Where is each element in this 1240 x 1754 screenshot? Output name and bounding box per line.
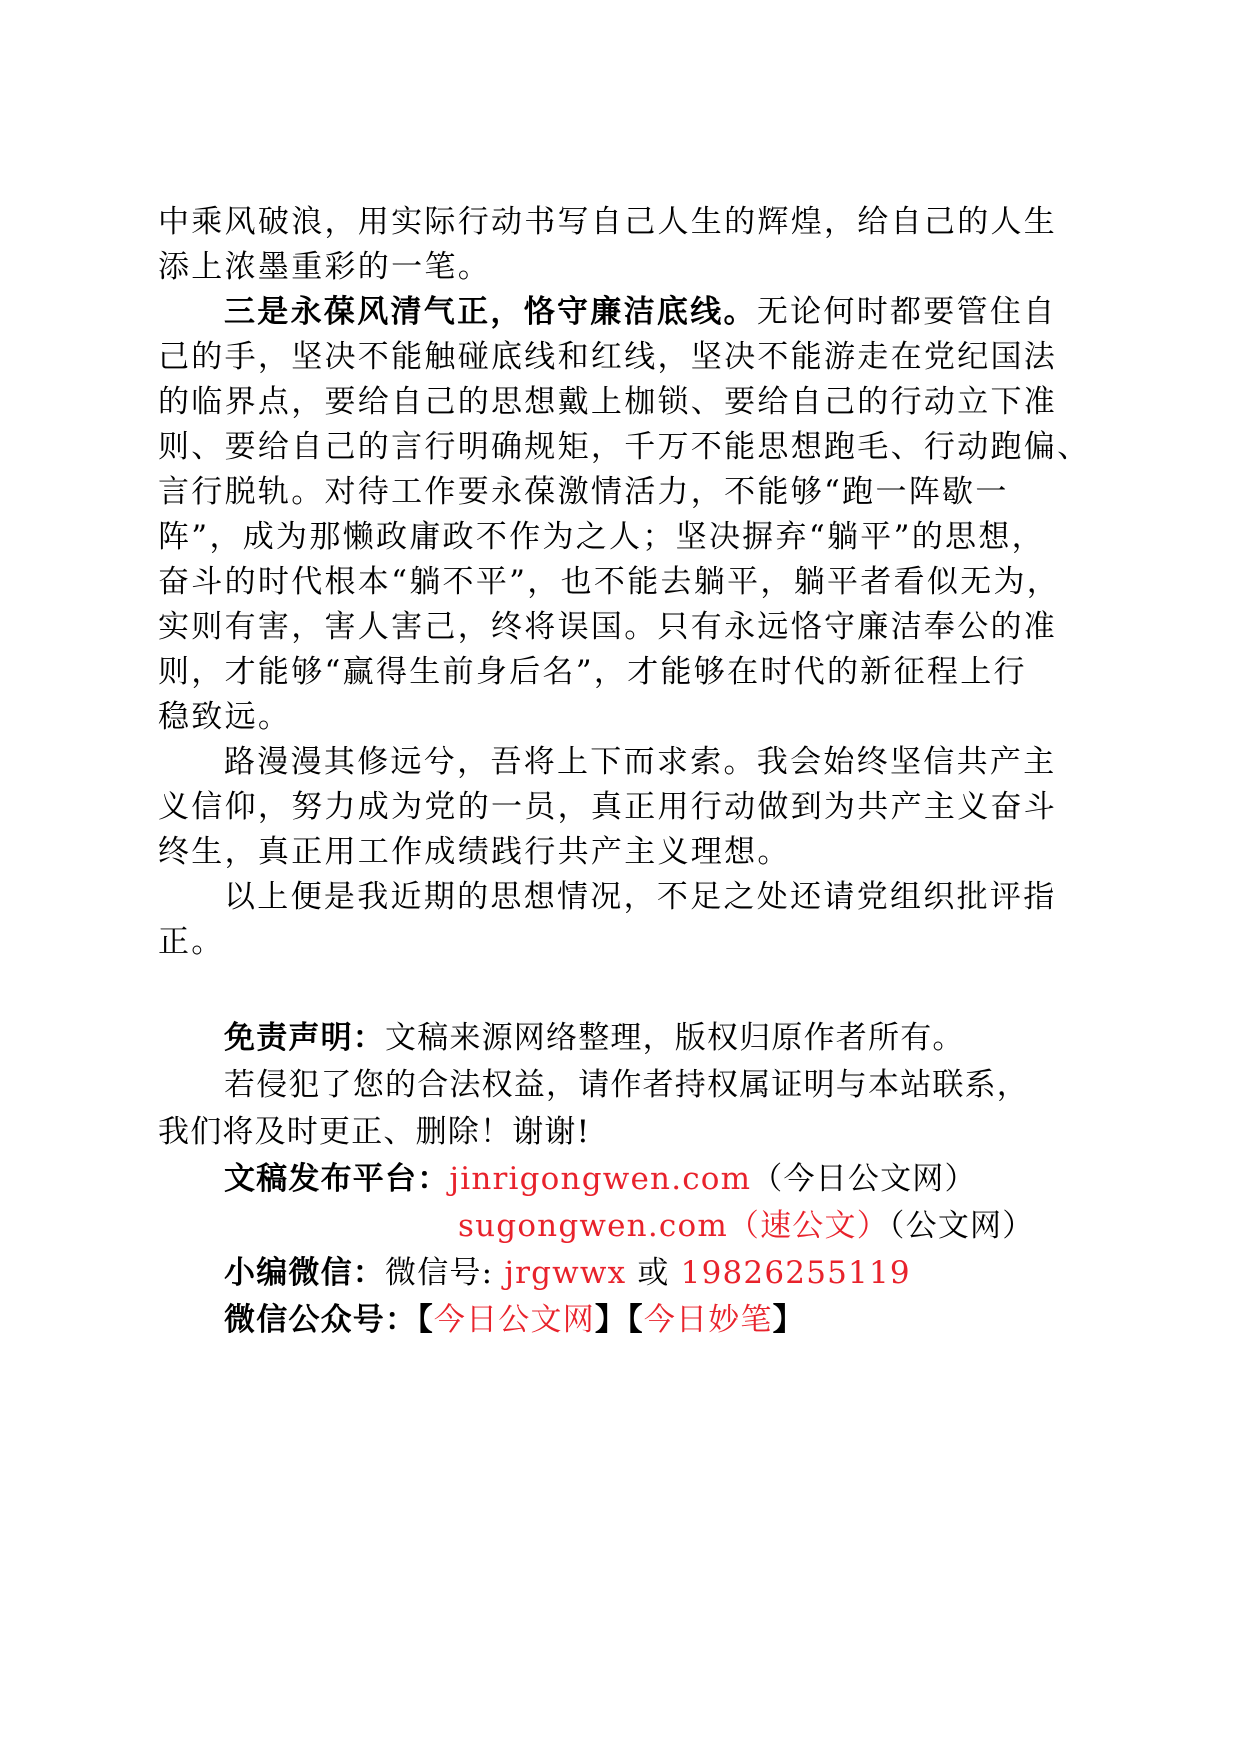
section3-line: 则，才能够“赢得生前身后名”，才能够在时代的新征程上行: [158, 654, 1027, 690]
para4-line: 终生，真正用工作成绩践行共产主义理想。: [158, 834, 791, 870]
section3-line: 奋斗的时代根本“躺不平”，也不能去躺平，躺平者看似无为，: [158, 564, 1061, 600]
body-line-2: 添上浓墨重彩的一笔。: [158, 249, 491, 285]
section3-line: 则、要给自己的言行明确规矩，千万不能思想跑毛、行动跑偏、: [158, 429, 1091, 465]
document-body: [158, 200, 1091, 965]
public-account-line: [158, 1297, 1078, 1344]
public-account-1[interactable]: 今日公文网: [433, 1302, 595, 1338]
para4-line: 义信仰，努力成为党的一员，真正用行动做到为共产主义奋斗: [158, 789, 1058, 825]
site2-note: （公文网）: [888, 1208, 1035, 1244]
bracket-close: 】: [594, 1302, 628, 1338]
wechat-label: 小编微信：: [224, 1255, 385, 1291]
public-account-2[interactable]: 今日妙笔: [643, 1302, 773, 1338]
disclaimer-label: 免责声明：: [224, 1020, 385, 1056]
bracket-open: 【: [417, 1302, 434, 1338]
bracket-open: 【: [627, 1302, 644, 1338]
site1-link[interactable]: jinrigongwen.com: [449, 1161, 752, 1197]
disclaimer-line-1: [158, 1015, 1078, 1062]
platform-line-2: [158, 1203, 1078, 1250]
body-line-1: 中乘风破浪，用实际行动书写自己人生的辉煌，给自己的人生: [158, 204, 1058, 240]
wechat-or: 或: [626, 1255, 681, 1291]
section3-line: 言行脱轨。对待工作要永葆激情活力，不能够“跑一阵歇一: [158, 474, 1009, 510]
section3-heading: 三是永葆风清气正，恪守廉洁底线。: [224, 294, 757, 330]
site2-link[interactable]: sugongwen.com（速公文）: [458, 1208, 889, 1244]
section3-line: 实则有害，害人害己，终将误国。只有永远恪守廉洁奉公的准: [158, 609, 1058, 645]
para4-line: 路漫漫其修远兮，吾将上下而求索。我会始终坚信共产主: [224, 744, 1057, 780]
section3-line: 稳致远。: [158, 699, 292, 735]
section3-line: 己的手，坚决不能触碰底线和红线，坚决不能游走在党纪国法: [158, 339, 1058, 375]
disclaimer-line-2: 若侵犯了您的合法权益，请作者持权属证明与本站联系，: [224, 1067, 1029, 1103]
site1-note: （今日公文网）: [751, 1161, 977, 1197]
platform-label: 文稿发布平台：: [224, 1161, 450, 1197]
public-label: 微信公众号：: [224, 1302, 418, 1338]
section3-first-tail: 无论何时都要管住自: [756, 294, 1057, 330]
para5-line: 以上便是我近期的思想情况，不足之处还请党组织批评指: [224, 879, 1057, 915]
section3-line: 阵”，成为那懒政庸政不作为之人；坚决摒弃“躺平”的思想，: [158, 519, 1045, 555]
wechat-id: jrgwwx: [504, 1255, 627, 1291]
bracket-close: 】: [772, 1302, 805, 1338]
wechat-line: [158, 1250, 1078, 1297]
wechat-prefix: 微信号:: [385, 1255, 505, 1291]
platform-line: [158, 1156, 1078, 1203]
section3-first-line: [158, 290, 1078, 335]
disclaimer-line-3: 我们将及时更正、删除！谢谢!: [158, 1114, 591, 1150]
para5-line: 正。: [158, 924, 225, 960]
disclaimer-text: 文稿来源网络整理，版权归原作者所有。: [385, 1020, 965, 1056]
wechat-phone: 19826255119: [680, 1255, 911, 1291]
disclaimer-block: [158, 1015, 1078, 1344]
section3-line: 的临界点，要给自己的思想戴上枷锁、要给自己的行动立下准: [158, 384, 1058, 420]
